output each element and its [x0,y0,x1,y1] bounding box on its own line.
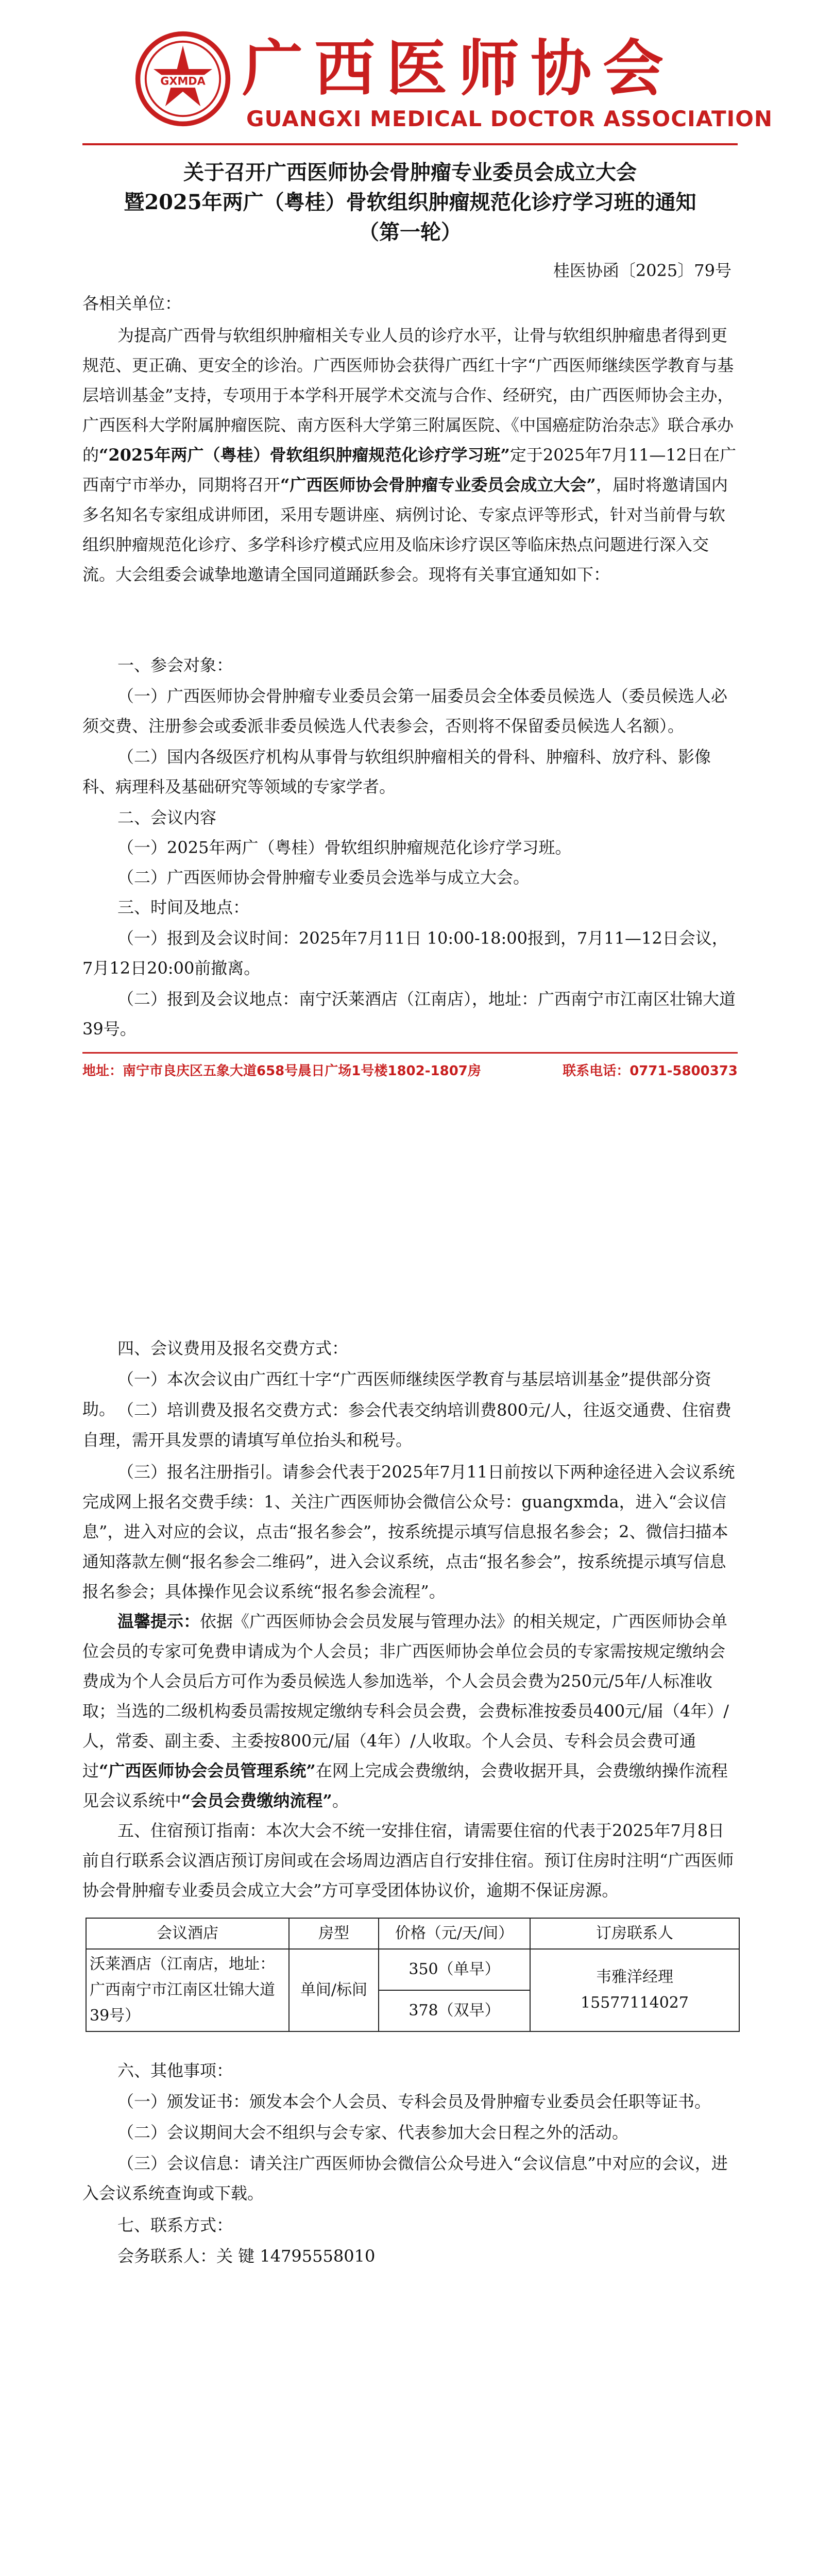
table-header-row [86,1918,739,1949]
footer-address: 地址：南宁市良庆区五象大道658号晨日广场1号楼1802-1807房 [82,1063,481,1079]
header-rule [82,143,738,145]
section-4-item-1: （一）本次会议由广西红十字“广西医师继续医学教育与基层培训基金”提供部分资助。 [82,1369,711,1419]
section-1-heading: 一、参会对象： [117,655,233,675]
footer-phone: 联系电话：0771-5800373 [563,1063,738,1079]
org-name-en: GUANGXI MEDICAL DOCTOR ASSOCIATION [246,106,773,131]
intro-paragraph: 为提高广西骨与软组织肿瘤相关专业人员的诊疗水平，让骨与软组织肿瘤患者得到更规范、更正确、更安全的诊治。广西医师协会获得广西红十字“广西医师继续医学教育与基层培训基金”支持，专项用于本学科开展学术交流与合作、经研究，由广西医师协会主办，广西医科大学附属肿瘤医院、南方医科大学第三附属医院、《中国癌症防治杂志》联合承办的“2025年两广（粤桂）骨软组织肿瘤规范化诊疗学习班”定于2025年7月11—12日在广西南宁市举办，同期将召开“广西医师协会骨肿瘤专业委员会成立大会”，届时将邀请国内多名知名专家组成讲师团，采用专题讲座、病例讨论、专家点评等形式，针对当前骨与软组织肿瘤规范化诊疗、多学科诊疗模式应用及临床诊疗误区等临床热点问题进行深入交流。大会组委会诚挚地邀请全国同道踊跃参会。现将有关事宜通知如下： [82,326,737,584]
section-1-item-2: （二）国内各级医疗机构从事骨与软组织肿瘤相关的骨科、肿瘤科、放疗科、影像科、病理科及基础研究等领域的专家学者。 [82,747,711,796]
document-number: 桂医协函〔2025〕79号 [553,261,731,280]
org-name-cn: 广西医师协会 [242,32,675,104]
table-row [86,1949,739,1990]
meeting-contact: 会务联系人：关 键 14795558010 [117,2246,376,2266]
letterhead [82,20,773,138]
title-line-2: 暨2025年两广（粤桂）骨软组织肿瘤规范化诊疗学习班的通知 [124,190,696,214]
hotel-table [86,1918,740,2032]
title-line-3: （第一轮） [359,220,462,244]
table-header-room-type: 房型 [289,1918,379,1949]
hotel-name-cell: 沃莱酒店（江南店，地址：广西南宁市江南区壮锦大道39号） [86,1949,289,2031]
contact-name: 韦雅洋经理 [596,1968,673,1986]
section-7-heading: 七、联系方式： [117,2215,233,2235]
table-header-contact: 订房联系人 [530,1918,739,1949]
section-6-item-1: （一）颁发证书：颁发本会个人会员、专科会员及骨肿瘤专业委员会任职等证书。 [117,2092,711,2111]
section-4-item-2: （二）培训费及报名交费方式：参会代表交纳培训费800元/人，往返交通费、住宿费自理，需开具发票的请填写单位抬头和税号。 [82,1400,731,1450]
section-3-heading: 三、时间及地点： [117,897,250,917]
salutation: 各相关单位： [82,294,182,313]
section-6-item-3: （三）会议信息：请关注广西医师协会微信公众号进入“会议信息”中对应的会议，进入会议系统查询或下载。 [82,2154,728,2203]
section-2-heading: 二、会议内容 [117,808,217,827]
section-4-heading: 四、会议费用及报名交费方式： [117,1338,349,1358]
price-cell-single: 350（单早） [379,1949,530,1990]
table-header-hotel: 会议酒店 [86,1918,289,1949]
page-footer [82,1060,738,1079]
footer-rule [82,1052,738,1054]
page-1 [0,0,817,1154]
association-logo [134,30,232,128]
section-2-item-1: （一）2025年两广（粤桂）骨软组织肿瘤规范化诊疗学习班。 [117,838,572,857]
document-title [82,158,738,247]
title-line-1: 关于召开广西医师协会骨肿瘤专业委员会成立大会 [183,160,637,184]
price-cell-double: 378（双早） [379,1990,530,2031]
section-4-item-3: （三）报名注册指引。请参会代表于2025年7月11日前按以下两种途径进入会议系统完成网上报名交费手续：1、关注广西医师协会微信公众号：guangxmda，进入“会议信息”，进入对应的会议，点击“报名参会”，按系统提示填写信息报名参会；2、微信扫描本通知落款左侧“报名参会二维码”，进入会议系统，点击“报名参会”，按系统提示填写信息报名参会；具体操作见会议系统“报名参会流程”。 [82,1462,735,1601]
section-2-item-2: （二）广西医师协会骨肿瘤专业委员会选举与成立大会。 [117,868,530,887]
section-6-item-2: （二）会议期间大会不组织与会专家、代表参加大会日程之外的活动。 [117,2123,629,2142]
section-3-item-1: （一）报到及会议时间：2025年7月11日 10:00-18:00报到，7月11—12日会议，7月12日20:00前撤离。 [82,928,728,978]
table-header-price: 价格（元/天/间） [379,1918,530,1949]
section-3-item-2: （二）报到及会议地点：南宁沃莱酒店（江南店），地址：广西南宁市江南区壮锦大道39号。 [82,989,736,1039]
room-type-cell: 单间/标间 [289,1949,379,2031]
contact-phone: 15577114027 [581,1994,689,2012]
section-5-accommodation: 五、住宿预订指南：本次大会不统一安排住宿，请需要住宿的代表于2025年7月8日前自行联系会议酒店预订房间或在会场周边酒店自行安排住宿。预订住房时注明“广西医师协会骨肿瘤专业委员会成立大会”方可享受团体协议价，逾期不保证房源。 [82,1821,734,1900]
section-6-heading: 六、其他事项： [117,2061,233,2080]
warm-tip-paragraph: 温馨提示：依据《广西医师协会会员发展与管理办法》的相关规定，广西医师协会单位会员的专家可免费申请成为个人会员；非广西医师协会单位会员的专家需按规定缴纳会费成为个人会员后方可作为委员候选人参加选举，个人会员会费为250元/5年/人标准收取；当选的二级机构委员需按规定缴纳专科会员会费，会费标准按委员400元/届（4年）/人，常委、副主委、主委按800元/届（4年）/人收取。个人会员、专科会员会费可通过“广西医师协会会员管理系统”在网上完成会费缴纳，会费收据开具，会费缴纳操作流程见会议系统中“会员会费缴纳流程”。 [82,1612,729,1810]
contact-cell [530,1949,739,2031]
svg-text:GXMDA: GXMDA [160,75,206,88]
section-1-item-1: （一）广西医师协会骨肿瘤专业委员会第一届委员会全体委员候选人（委员候选人必须交费、注册参会或委派非委员候选人代表参会，否则将不保留委员候选人名额）。 [82,686,728,736]
